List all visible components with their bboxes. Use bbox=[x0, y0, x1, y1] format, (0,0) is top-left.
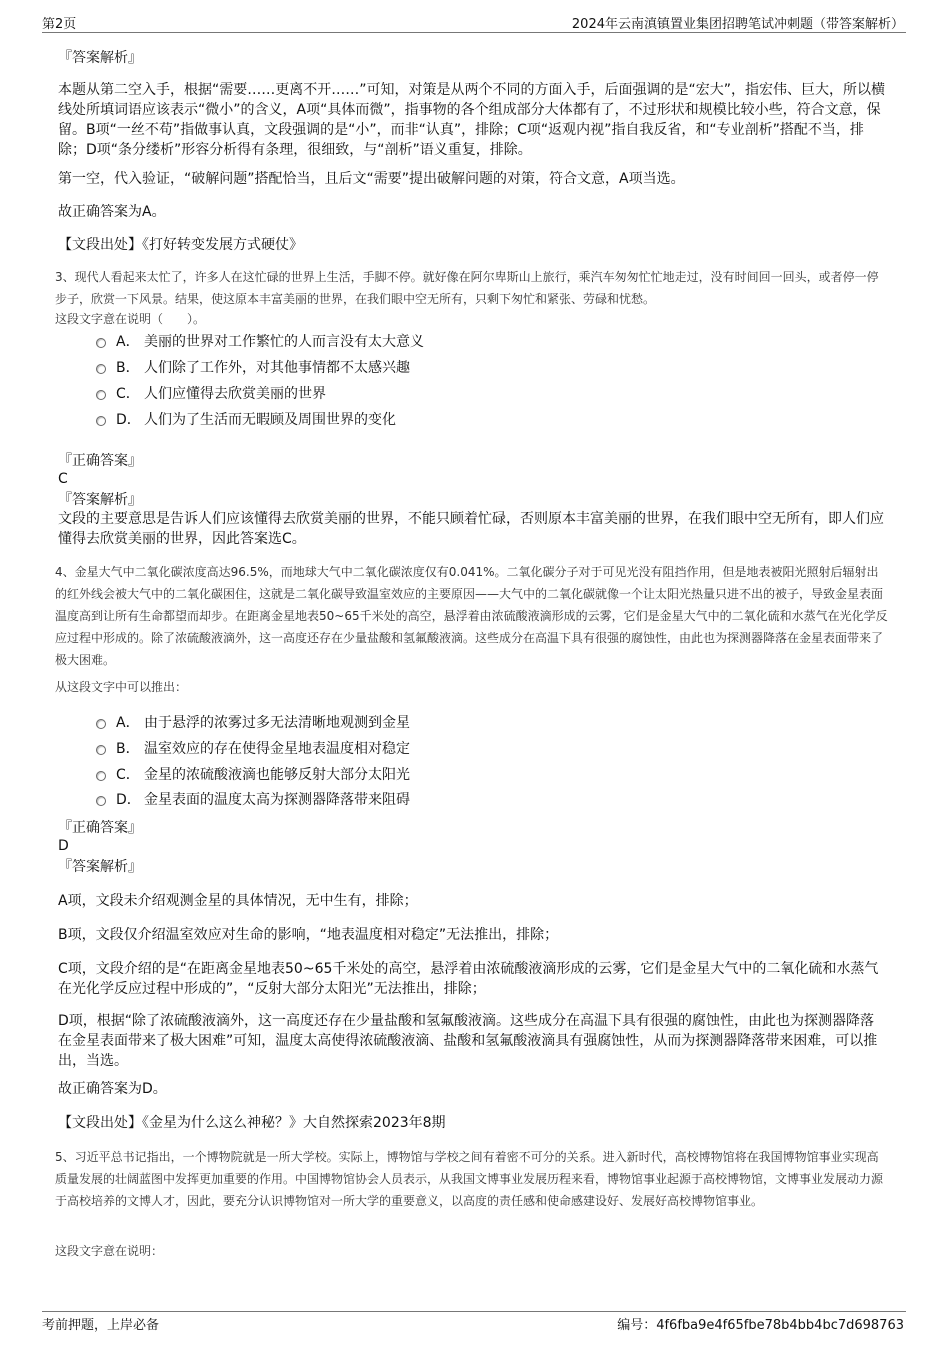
q3-option-b[interactable] bbox=[96, 357, 410, 377]
option-text: 人们除了工作外，对其他事情都不太感兴趣 bbox=[144, 360, 410, 376]
q3-option-a[interactable] bbox=[96, 331, 424, 351]
option-letter: A． bbox=[116, 715, 140, 731]
q3-stem: 3、现代人看起来太忙了，许多人在这忙碌的世界上生活，手脚不停。就好像在阿尔卑斯山上旅行，乘汽车匆匆忙忙地走过，没有时间回一回头，或者停一停步子，欣赏一下风景。结果，使这原本丰富美丽的世界，在我们眼中空无所有，只剩下匆忙和紧张、劳碌和忧愁。 bbox=[55, 270, 879, 306]
radio-icon[interactable] bbox=[96, 796, 106, 806]
q3-analysis-label: 『答案解析』 bbox=[58, 492, 142, 508]
q4-analysis-label: 『答案解析』 bbox=[58, 859, 142, 875]
page-number: 第2页 bbox=[42, 17, 77, 32]
option-letter: B． bbox=[116, 360, 140, 376]
q4-option-a[interactable] bbox=[96, 712, 410, 732]
radio-icon[interactable] bbox=[96, 390, 106, 400]
radio-icon[interactable] bbox=[96, 416, 106, 426]
footer-divider bbox=[42, 1311, 906, 1312]
q3-analysis: 文段的主要意思是告诉人们应该懂得去欣赏美丽的世界，不能只顾着忙碌，否则原本丰富美丽的世界，在我们眼中空无所有，即人们应懂得去欣赏美丽的世界，因此答案选C。 bbox=[58, 511, 884, 547]
q2-analysis-paragraph-3: 故正确答案为A。 bbox=[58, 204, 166, 220]
option-text: 由于悬浮的浓雾过多无法清晰地观测到金星 bbox=[144, 715, 410, 731]
q4-stem: 4、金星大气中二氧化碳浓度高达96.5%，而地球大气中二氧化碳浓度仅有0.041%。二氧化碳分子对于可见光没有阻挡作用，但是地表被阳光照射后辐射出的红外线会被大气中的二氧化碳困住，这就是二氧化碳导致温室效应的主要原因——大气中的二氧化碳就像一个让太阳光热量只进不出的被子，导致金星表面温度高到让所有生命都望而却步。在距离金星地表50~65千米处的高空，悬浮着由浓硫酸液滴形成的云雾，它们是金星大气中的二氧化硫和水蒸气在光化学反应过程中形成的。除了浓硫酸液滴外，这一高度还存在少量盐酸和氢氟酸液滴。这些成分在高温下具有很强的腐蚀性，由此也为探测器降落在金星表面带来了极大困难。 bbox=[55, 565, 888, 667]
option-text: 人们为了生活而无暇顾及周围世界的变化 bbox=[144, 412, 396, 428]
option-letter: C． bbox=[116, 767, 140, 783]
q3-correct-answer: C bbox=[58, 471, 68, 487]
q2-analysis-label: 『答案解析』 bbox=[58, 50, 142, 66]
q2-source: 【文段出处】《打好转变发展方式硬仗》 bbox=[58, 237, 303, 253]
q2-analysis-paragraph-1: 本题从第二空入手，根据“需要……更离不开……”可知，对策是从两个不同的方面入手，后面强调的是“宏大”，指宏伟、巨大，所以横线处所填词语应该表示“微小”的含义，A项“具体而微”，指事物的各个组成部分大体都有了，不过形状和规模比较小些，符合文意，保留。B项“一丝不苟”指做事认真，文段强调的是“小”，而非“认真”，排除；C项“返观内视”指自我反省，和“专业剖析”搭配不当，排除；D项“条分缕析”形容分析得有条理，很细致，与“剖析”语义重复，排除。 bbox=[58, 82, 886, 158]
radio-icon[interactable] bbox=[96, 719, 106, 729]
q5-stem: 5、习近平总书记指出，一个博物院就是一所大学校。实际上，博物馆与学校之间有着密不可分的关系。进入新时代，高校博物馆将在我国博物馆事业实现高质量发展的壮阔蓝图中发挥更加重要的作用。中国博物馆协会人员表示，从我国文博事业发展历程来看，博物馆事业起源于高校博物馆，文博事业发展动力源于高校培养的文博人才，因此，要充分认识博物馆对一所大学的重要意义，以高度的责任感和使命感建设好、发展好高校博物馆事业。 bbox=[55, 1150, 884, 1208]
radio-icon[interactable] bbox=[96, 338, 106, 348]
radio-icon[interactable] bbox=[96, 364, 106, 374]
q4-option-b[interactable] bbox=[96, 738, 410, 758]
option-letter: B． bbox=[116, 741, 140, 757]
q4-answer: 故正确答案为D。 bbox=[58, 1081, 167, 1097]
option-letter: D． bbox=[116, 412, 141, 428]
option-letter: D． bbox=[116, 792, 141, 808]
header-divider bbox=[42, 32, 906, 33]
q5-prompt: 这段文字意在说明： bbox=[55, 1244, 164, 1258]
option-text: 金星的浓硫酸液滴也能够反射大部分太阳光 bbox=[144, 767, 410, 783]
option-text: 美丽的世界对工作繁忙的人而言没有太大意义 bbox=[144, 334, 424, 350]
q2-analysis-paragraph-2: 第一空，代入验证，“破解问题”搭配恰当，且后文“需要”提出破解问题的对策，符合文意，A项当选。 bbox=[58, 171, 685, 187]
q4-option-c[interactable] bbox=[96, 764, 410, 784]
q3-prompt: 这段文字意在说明（ ）。 bbox=[55, 312, 206, 326]
radio-icon[interactable] bbox=[96, 745, 106, 755]
q4-analysis-c: C项，文段介绍的是“在距离金星地表50~65千米处的高空，悬浮着由浓硫酸液滴形成的云雾，它们是金星大气中的二氧化硫和水蒸气在光化学反应过程中形成的”，“反射大部分太阳光”无法推出，排除； bbox=[58, 961, 879, 997]
q4-correct-answer: D bbox=[58, 838, 69, 854]
q4-correct-label: 『正确答案』 bbox=[58, 820, 142, 836]
q4-prompt: 从这段文字中可以推出： bbox=[55, 680, 188, 694]
q4-analysis-d: D项，根据“除了浓硫酸液滴外，这一高度还存在少量盐酸和氢氟酸液滴。这些成分在高温下具有很强的腐蚀性，由此也为探测器降落在金星表面带来了极大困难”可知，温度太高使得浓硫酸液滴、盐酸和氢氟酸液滴具有强腐蚀性，从而为探测器降落带来困难，可以推出，当选。 bbox=[58, 1013, 878, 1069]
q4-source: 【文段出处】《金星为什么这么神秘？》大自然探索2023年8期 bbox=[58, 1115, 446, 1131]
q4-option-d[interactable] bbox=[96, 789, 410, 809]
q4-analysis-a: A项，文段未介绍观测金星的具体情况，无中生有，排除； bbox=[58, 893, 418, 909]
q3-option-d[interactable] bbox=[96, 409, 396, 429]
radio-icon[interactable] bbox=[96, 771, 106, 781]
document-id: 编号：4f6fba9e4f65fbe78b4bb4bc7d698763 bbox=[617, 1318, 904, 1333]
option-letter: A． bbox=[116, 334, 140, 350]
q3-correct-label: 『正确答案』 bbox=[58, 453, 142, 469]
q3-option-c[interactable] bbox=[96, 383, 326, 403]
document-title: 2024年云南滇镇置业集团招聘笔试冲刺题（带答案解析） bbox=[571, 17, 904, 32]
option-text: 温室效应的存在使得金星地表温度相对稳定 bbox=[144, 741, 410, 757]
option-text: 人们应懂得去欣赏美丽的世界 bbox=[144, 386, 326, 402]
footer-slogan: 考前押题，上岸必备 bbox=[42, 1318, 160, 1333]
q4-analysis-b: B项，文段仅介绍温室效应对生命的影响，“地表温度相对稳定”无法推出，排除； bbox=[58, 927, 559, 943]
option-letter: C． bbox=[116, 386, 140, 402]
option-text: 金星表面的温度太高为探测器降落带来阻碍 bbox=[144, 792, 410, 808]
